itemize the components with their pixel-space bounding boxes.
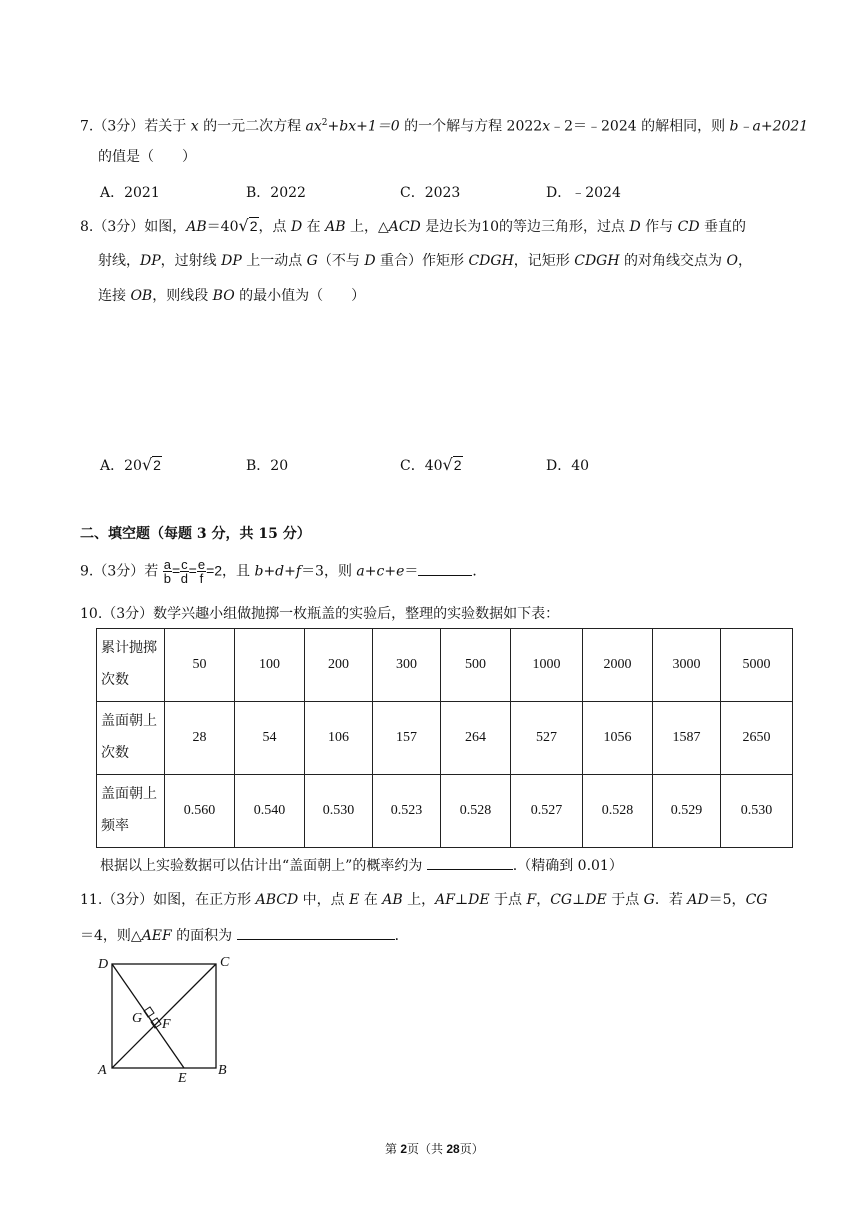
- q11-line1: 11.（3分）如图，在正方形 ABCD 中，点 E 在 AB 上，AF⊥DE 于点 F，CG⊥DE 于点 G．若 AD＝5，CG: [80, 892, 768, 908]
- q8-line1: 8.（3分）如图，AB＝40√2，点 D 在 AB 上，△ACD 是边长为10的等边三角形，过点 D 作与 CD 垂直的: [80, 216, 747, 235]
- q7-line2: 的值是（ ）: [98, 149, 196, 165]
- table-cell: 300: [373, 629, 441, 702]
- q8-line3: 连接 OB，则线段 BO 的最小值为（ ）: [98, 288, 366, 304]
- table-cell: 100: [235, 629, 305, 702]
- segment-ac: [112, 964, 216, 1068]
- table-cell: 0.527: [511, 775, 583, 848]
- table-cell: 0.529: [653, 775, 721, 848]
- label-c: C: [220, 955, 230, 970]
- table-cell: 28: [165, 702, 235, 775]
- table-cell: 0.540: [235, 775, 305, 848]
- table-cell: 0.528: [441, 775, 511, 848]
- table-cell: 0.560: [165, 775, 235, 848]
- table-row: [97, 775, 793, 848]
- q7-option-b: B．2022: [246, 185, 306, 201]
- fraction-e-f: $\frac{e}{f}$: [197, 557, 206, 586]
- fraction-c-d: $\frac{c}{d}$: [180, 557, 188, 586]
- q10-after: 根据以上实验数据可以估计出“盖面朝上”的概率约为 .（精确到 0.01）: [100, 855, 623, 876]
- label-g: G: [132, 1011, 143, 1026]
- label-a: A: [98, 1063, 107, 1078]
- fraction-a-b: $\frac{a}{b}$: [163, 557, 171, 586]
- table-cell: 157: [373, 702, 441, 775]
- table-cell: 54: [235, 702, 305, 775]
- table-cell: 3000: [653, 629, 721, 702]
- row-header: 累计抛掷 次数: [97, 629, 165, 702]
- q8-line2: 射线，DP，过射线 DP 上一动点 G（不与 D 重合）作矩形 CDGH，记矩形 CDGH 的对角线交点为 O，: [98, 253, 752, 269]
- table-cell: 0.523: [373, 775, 441, 848]
- table-cell: 1056: [583, 702, 653, 775]
- q7-line1: 7.（3分）若关于 x 的一元二次方程 $ax^2+bx+1=0$ 的一个解与方程 2022x﹣2＝﹣2024 的解相同，则 b﹣a+2021: [80, 118, 809, 135]
- q8-option-b: B．20: [246, 458, 289, 474]
- q8-option-d: D．40: [546, 458, 590, 474]
- row-header: 盖面朝上 频率: [97, 775, 165, 848]
- table-cell: 527: [511, 702, 583, 775]
- table-cell: 0.530: [305, 775, 373, 848]
- q7-option-a: A．2021: [100, 185, 160, 201]
- table-cell: 200: [305, 629, 373, 702]
- label-f: F: [162, 1017, 171, 1032]
- label-d: D: [98, 957, 109, 972]
- q9-line: 9.（3分）若 $\frac{a}{b}$ = $\frac{c}{d}$ = $\frac{e}{f}$ =2，且 b+d+f＝3，则 a+c+e＝ ．: [80, 557, 487, 586]
- q11-line2: ＝4，则△AEF 的面积为 ．: [80, 925, 409, 946]
- q7-option-d: D．﹣2024: [546, 185, 621, 201]
- table-cell: 106: [305, 702, 373, 775]
- table-cell: 264: [441, 702, 511, 775]
- table-cell: 1000: [511, 629, 583, 702]
- table-row: [97, 702, 793, 775]
- q7-option-c: C．2023: [400, 185, 461, 201]
- row-header: 盖面朝上 次数: [97, 702, 165, 775]
- segment-de: [112, 964, 184, 1068]
- table-cell: 1587: [653, 702, 721, 775]
- q10-text: 10.（3分）数学兴趣小组做抛掷一枚瓶盖的实验后，整理的实验数据如下表：: [80, 606, 560, 622]
- q11-answer-blank: [237, 925, 395, 940]
- table-row: [97, 629, 793, 702]
- page-footer: 第 2页（共 28页）: [385, 1142, 484, 1156]
- label-b: B: [218, 1063, 227, 1078]
- table-cell: 2000: [583, 629, 653, 702]
- table-cell: 50: [165, 629, 235, 702]
- q8-option-c: C．40√2: [400, 455, 462, 474]
- table-cell: 500: [441, 629, 511, 702]
- table-cell: 0.528: [583, 775, 653, 848]
- table-cell: 5000: [721, 629, 793, 702]
- label-e: E: [178, 1071, 187, 1086]
- q8-option-a: A．20√2: [100, 455, 161, 474]
- section-title: 二、填空题（每题 3 分，共 15 分）: [80, 526, 311, 542]
- table-cell: 0.530: [721, 775, 793, 848]
- table-cell: 2650: [721, 702, 793, 775]
- square-figure: [94, 950, 244, 1090]
- q9-answer-blank: [418, 561, 472, 576]
- q10-answer-blank: [427, 855, 513, 870]
- experiment-table: [96, 628, 793, 848]
